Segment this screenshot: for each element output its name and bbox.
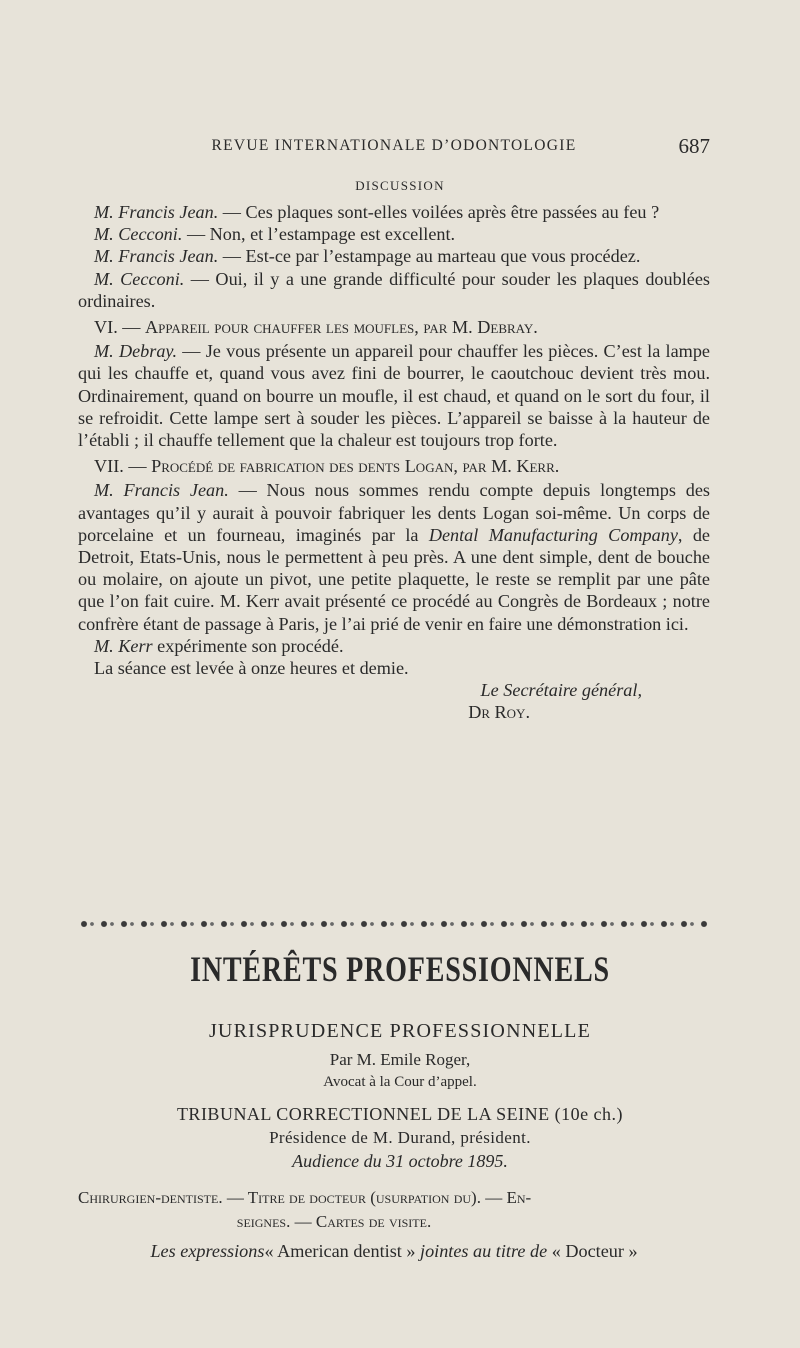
text-italic: Les expressions	[150, 1241, 265, 1261]
signature-name	[78, 701, 710, 723]
ornamental-divider	[78, 918, 710, 930]
page-header	[78, 134, 710, 160]
paragraph-start	[78, 1241, 710, 1262]
section-subtitle: JURISPRUDENCE PROFESSIONNELLE	[208, 1020, 592, 1042]
signature-title-text: Le Secrétaire général,	[480, 680, 642, 701]
paragraph-text: — Oui, il y a une grande difficulté pour souder les plaques doublées ordinaires.	[78, 268, 710, 311]
section-heading-vi	[78, 316, 710, 338]
section-heading-vii	[78, 455, 710, 477]
paragraph-text: expérimente son procédé.	[152, 635, 344, 656]
speaker: M. Cecconi.	[94, 268, 185, 289]
heading-text: Procédé de fabrication des dents Logan, par M. Kerr.	[151, 456, 560, 477]
paragraph-text: — Ces plaques sont-elles voilées après être passées au feu ?	[218, 202, 660, 222]
section-title: INTÉRÊTS PROFESSIONNELS	[190, 949, 610, 989]
audience-text: Audience du 31 octobre 1895.	[292, 1151, 508, 1171]
discussion-paragraph	[78, 245, 710, 267]
speaker: M. Debray.	[94, 341, 178, 362]
discussion-paragraph	[78, 223, 710, 245]
discussion-paragraph	[78, 201, 710, 223]
heading-number: VII. —	[94, 456, 152, 477]
paragraph-text: — Nous nous sommes rendu compte depuis longtemps des avantages qu’il y aurait à pouvoir fabriquer les dents Logan soi-même. Un corps de porcelaine et un fourneau, imaginés par la	[78, 480, 711, 545]
discussion-paragraph	[78, 340, 710, 451]
audience-date	[0, 1151, 800, 1172]
topic-line-2: seignes. — Cartes de visite.	[236, 1212, 432, 1231]
signature-name-text: Dr Roy.	[468, 702, 530, 723]
topic-line-1: Chirurgien-dentiste. — Titre de docteur (usurpation du). — En-	[78, 1188, 532, 1207]
paragraph-text: — Non, et l’estampage est excellent.	[182, 224, 456, 245]
text-quote: « Docteur »	[547, 1241, 638, 1261]
running-head: REVUE INTERNATIONALE D’ODONTOLOGIE	[211, 137, 577, 154]
text-italic: jointes au titre de	[415, 1241, 548, 1261]
heading-number: VI. —	[94, 317, 146, 338]
company-name: Dental Manufacturing Company	[428, 524, 678, 545]
heading-text: Appareil pour chauffer les moufles, par M. Debray.	[145, 317, 538, 338]
presidence-line: Présidence de M. Durand, président.	[269, 1128, 531, 1147]
body-text	[78, 201, 710, 724]
speaker: M. Kerr	[94, 635, 153, 656]
speaker: M. Francis Jean.	[94, 202, 219, 222]
discussion-paragraph	[78, 635, 710, 657]
section-label: DISCUSSION	[355, 178, 445, 193]
tribunal-heading: TRIBUNAL CORRECTIONNEL DE LA SEINE (10e ch.)	[176, 1104, 624, 1124]
closing-line: La séance est levée à onze heures et demie.	[94, 658, 409, 679]
speaker: M. Cecconi.	[94, 224, 183, 245]
page-number: 687	[678, 134, 710, 158]
paragraph-text: — Je vous présente un appareil pour chauffer les pièces. C’est la lampe qui les chauffe et, quand vous avez fini de bourrer, le caoutchouc devient très mou. Ordinairement, quand on bourre un moufle, il est chaud, et quand on le sort du four, il se refroidit. Cette lampe sert à souder les pièces. L’appareil se baisse à la hauteur de l’établi ; il chauffe tellement que la chaleur est toujours trop forte.	[78, 341, 710, 451]
discussion-paragraph	[78, 479, 710, 634]
discussion-paragraph	[78, 268, 710, 312]
author-line: Par M. Emile Roger,	[329, 1050, 471, 1069]
paragraph-text: — Est-ce par l’estampage au marteau que vous procédez.	[218, 246, 641, 267]
speaker: M. Francis Jean.	[94, 246, 219, 267]
text-quote: « American dentist »	[264, 1241, 416, 1261]
paragraph-text: , de Detroit, Etats-Unis, nous le permettent à peu près. A une dent simple, dent de bouche ou molaire, on ajoute un pivot, une petite plaquette, le reste se remplit par une pâte que l’on fait cuire. M. Kerr avait présenté ce procédé au Congrès de Bordeaux ; notre confrère étant de passage à Paris, je l’ai prié de venir en faire une démonstration ici.	[78, 524, 710, 634]
signature-title	[78, 679, 710, 701]
author-role: Avocat à la Cour d’appel.	[323, 1074, 477, 1090]
case-topic	[78, 1186, 710, 1234]
speaker: M. Francis Jean.	[94, 480, 229, 501]
